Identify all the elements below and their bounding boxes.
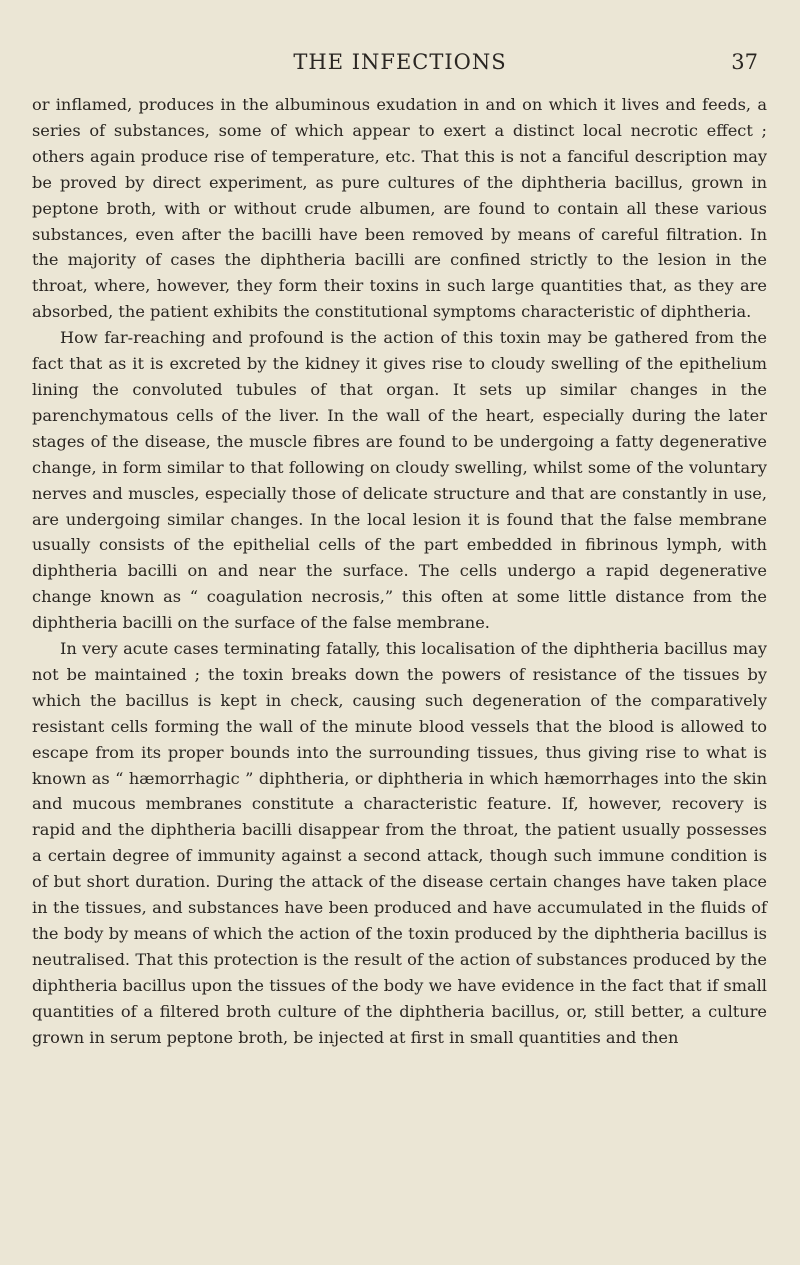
body-text bbox=[32, 92, 767, 1051]
paragraph-2: How far-reaching and profound is the action of this toxin may be gathered from the fact that as it is excreted by the kidney it gives rise to cloudy swelling of the epithelium lining the convoluted tubules of that organ. It sets up similar changes in the parenchymatous cells of the liver. In the wall of the heart, especially during the later stages of the disease, the muscle fibres are found to be undergoing a fatty degenerative change, in form similar to that following on cloudy swelling, whilst some of the voluntary nerves and muscles, especially those of delicate structure and that are constantly in use, are undergoing similar changes. In the local lesion it is found that the false membrane usually consists of the epithelial cells of the part embedded in fibrinous lymph, with diphtheria bacilli on and near the surface. The cells undergo a rapid degenerative change known as “ coagulation necrosis,” this often at some little distance from the diphtheria bacilli on the surface of the false membrane. bbox=[32, 328, 767, 633]
running-title: THE INFECTIONS bbox=[293, 50, 507, 74]
page-header bbox=[32, 50, 768, 80]
paragraph-1: or inflamed, produces in the albuminous exudation in and on which it lives and feeds, a series of substances, some of which appear to exert a distinct local necrotic effect ; others again produce rise of temperature, etc. That this is not a fanciful description may be proved by direct experiment, as pure cultures of the diphtheria bacillus, grown in peptone broth, with or without crude albumen, are found to contain all these various substances, even after the bacilli have been removed by means of careful filtration. In the majority of cases the diphtheria bacilli are confined strictly to the lesion in the throat, where, however, they form their toxins in such large quantities that, as they are absorbed, the patient exhibits the constitutional symptoms characteristic of diphtheria. bbox=[32, 95, 767, 322]
page-number: 37 bbox=[731, 50, 758, 74]
paragraph-3: In very acute cases terminating fatally, this localisation of the diphtheria bacillus may not be maintained ; the toxin breaks down the powers of resistance of the tissues by which the bacillus is kept in check, causing such degeneration of the comparatively resistant cells forming the wall of the minute blood vessels that the blood is allowed to escape from its proper bounds into the surrounding tissues, thus giving rise to what is known as “ hæmorrhagic ” diphtheria, or diphtheria in which hæmorrhages into the skin and mucous membranes constitute a characteristic feature. If, however, recovery is rapid and the diphtheria bacilli disappear from the throat, the patient usually possesses a certain degree of immunity against a second attack, though such immune condition is of but short duration. During the attack of the disease certain changes have taken place in the tissues, and substances have been produced and have accumulated in the fluids of the body by means of which the action of the toxin produced by the diphtheria bacillus is neutralised. That this protection is the result of the action of substances produced by the diphtheria bacillus upon the tissues of the body we have evidence in the fact that if small quantities of a filtered broth culture of the diphtheria bacillus, or, still better, a culture grown in serum peptone broth, be injected at first in small quantities and then bbox=[32, 639, 767, 1047]
